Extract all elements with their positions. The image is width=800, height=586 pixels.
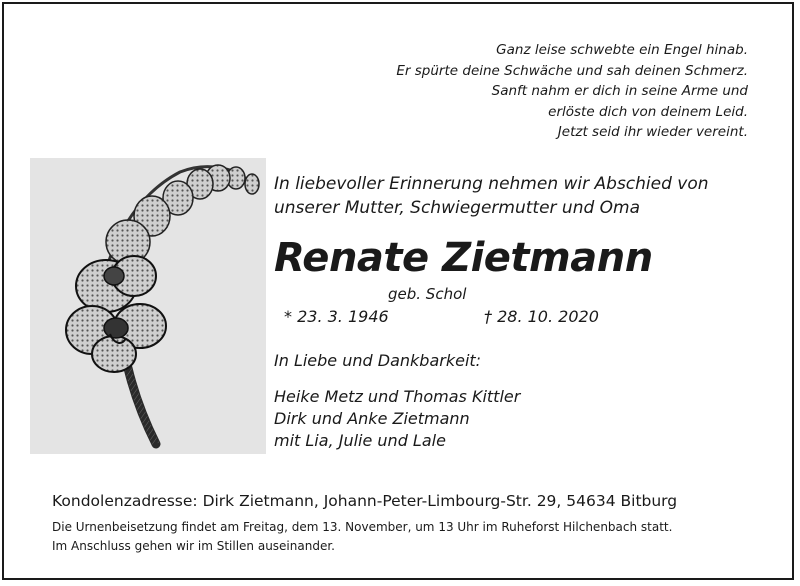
intro-text <box>274 172 709 220</box>
poem-line: erlöste dich von deinem Leid. <box>548 103 748 120</box>
footer-line: Im Anschluss gehen wir im Stillen auseinander. <box>52 539 335 553</box>
deceased-name: Renate Zietmann <box>274 235 653 281</box>
gratitude-line: In Liebe und Dankbarkeit: <box>274 351 482 370</box>
family-line: Dirk und Anke Zietmann <box>274 409 470 428</box>
condolence-address: Kondolenzadresse: Dirk Zietmann, Johann-Peter-Limbourg-Str. 29, 54634 Bitburg <box>52 492 678 510</box>
birth-date: * 23. 3. 1946 <box>284 307 389 326</box>
death-date: † 28. 10. 2020 <box>484 307 599 326</box>
family-list <box>274 386 520 452</box>
footer-line: Die Urnenbeisetzung findet am Freitag, dem 13. November, um 13 Uhr im Ruheforst Hilchenbach statt. <box>52 520 673 534</box>
poem-line: Er spürte deine Schwäche und sah deinen Schmerz. <box>396 62 748 79</box>
obituary-notice <box>2 2 794 580</box>
family-line: mit Lia, Julie und Lale <box>274 431 446 450</box>
burial-info <box>52 518 672 556</box>
poem-line: Sanft nahm er dich in seine Arme und <box>491 83 748 99</box>
maiden-name: geb. Schol <box>388 285 467 303</box>
poem <box>328 40 748 143</box>
poem-line: Ganz leise schwebte ein Engel hinab. <box>496 42 748 58</box>
intro-line: In liebevoller Erinnerung nehmen wir Abschied von <box>274 174 709 194</box>
intro-line: unserer Mutter, Schwiegermutter und Oma <box>274 198 641 218</box>
orchid-sketch-icon <box>30 158 266 454</box>
family-line: Heike Metz und Thomas Kittler <box>274 387 521 406</box>
poem-line: Jetzt seid ihr wieder vereint. <box>557 124 748 140</box>
